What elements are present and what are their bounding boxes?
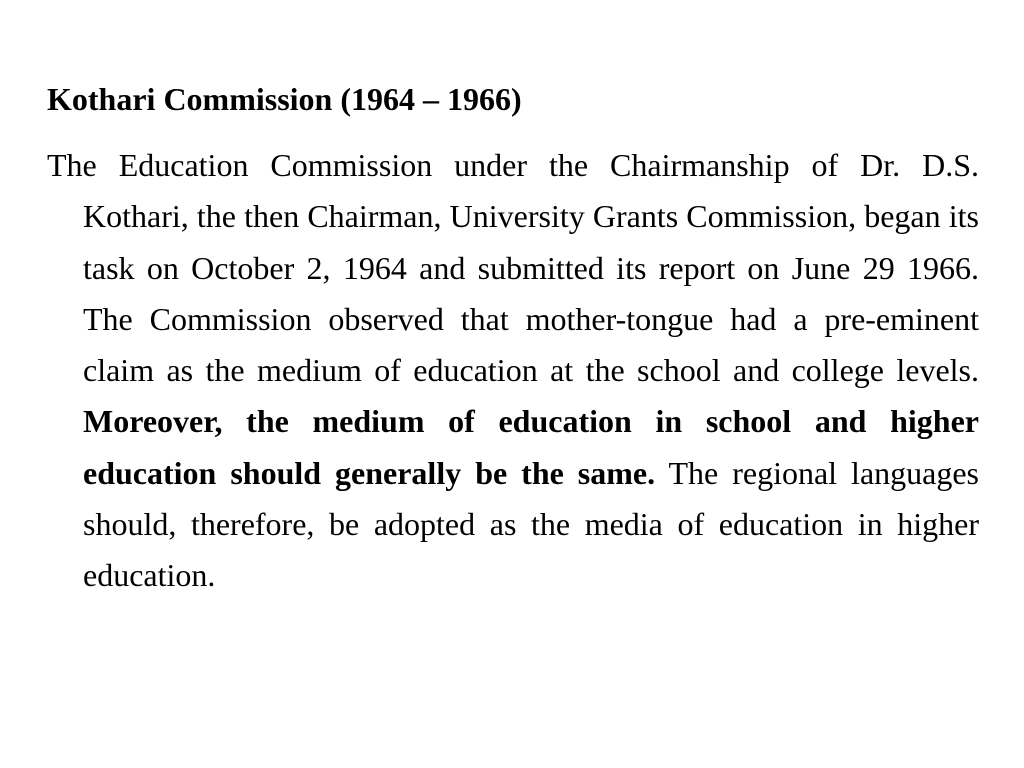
- paragraph-text-intro: The Education Commission under the Chairmanship of Dr. D.S. Kothari, the then Chairman, University Grants Commission, began its task on October 2, 1964 and submitted its report on June 29 1966. The Commission observed that mother-tongue had a pre-eminent claim as the medium of education at the school and college levels.: [47, 147, 979, 389]
- slide-title: Kothari Commission (1964 – 1966): [47, 81, 522, 117]
- paragraph-text-conclusion: The regional languages should, therefore, be adopted as the media of education in higher education.: [83, 454, 980, 594]
- body-paragraph: [47, 140, 979, 602]
- paragraph-text-emphasis: Moreover, the medium of education in school and higher education should generally be the same.: [83, 403, 979, 491]
